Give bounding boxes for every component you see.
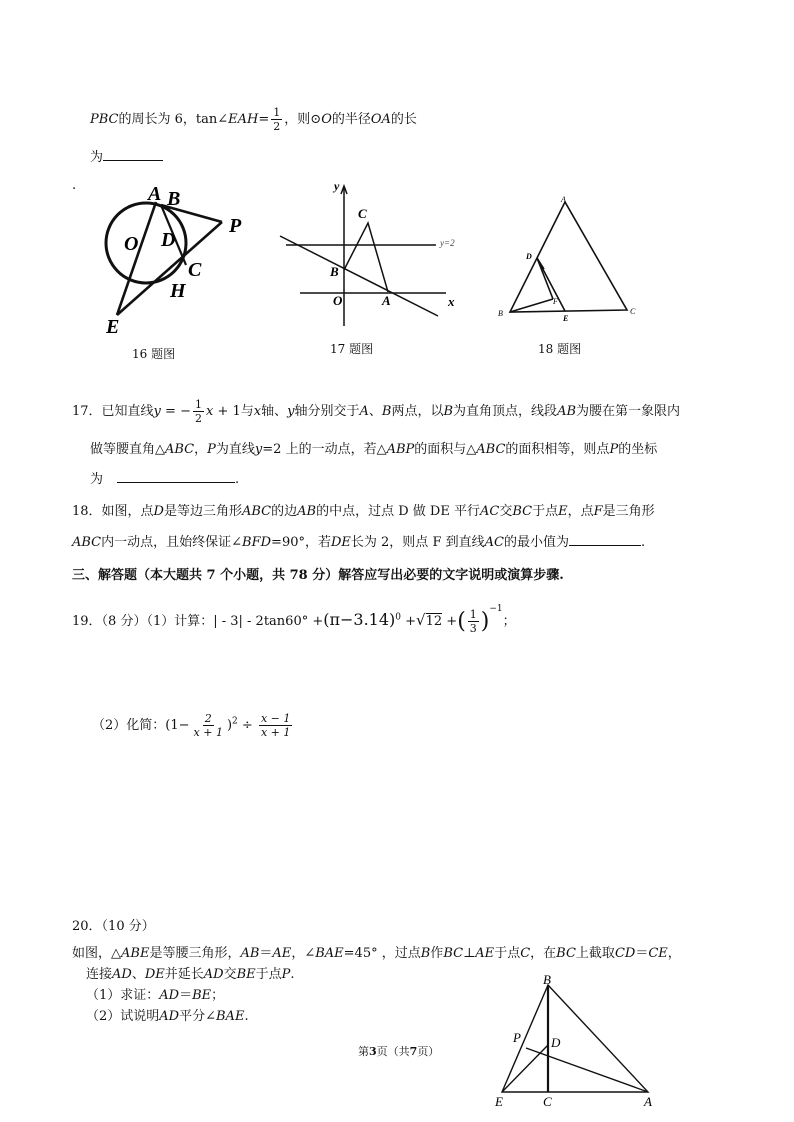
q18-text: AB bbox=[297, 504, 317, 519]
q20-text: ，在 bbox=[530, 946, 557, 961]
q17-text: 的坐标 bbox=[618, 442, 658, 457]
q18-text: 是等边三角形 bbox=[163, 504, 242, 519]
q18-text: . bbox=[640, 535, 646, 550]
q18-text: AC bbox=[479, 504, 500, 519]
q19-fraction bbox=[259, 712, 292, 739]
q18-text: F bbox=[593, 504, 603, 519]
q20-text: BAE bbox=[315, 946, 344, 961]
q20-text: BE bbox=[236, 967, 256, 982]
q18-text: ABC bbox=[72, 535, 102, 550]
answer-blank[interactable] bbox=[569, 533, 641, 546]
q18-text: 的中点，过点 D 做 DE 平行 bbox=[316, 504, 480, 519]
q20-text: （2）试说明 bbox=[86, 1009, 160, 1024]
q20-text: 并延长 bbox=[164, 967, 204, 982]
q20-text: （1）求证： bbox=[86, 988, 160, 1003]
figure-20 bbox=[490, 970, 670, 1110]
frac-den: x + 1 bbox=[193, 726, 223, 739]
q18-line1 bbox=[72, 500, 655, 519]
q17-text: y bbox=[287, 404, 295, 419]
q18-text: ABC bbox=[242, 504, 272, 519]
footer-page: 3 bbox=[369, 1045, 377, 1058]
q16-dot: . bbox=[72, 178, 77, 193]
q20-text: AE bbox=[272, 946, 292, 961]
q17-text: 两点，以 bbox=[391, 404, 444, 419]
q20-text: BE bbox=[192, 988, 212, 1003]
q19-paren: (π−3.14) bbox=[323, 610, 396, 629]
label-x: x bbox=[448, 294, 455, 309]
q16-fraction bbox=[271, 106, 282, 133]
q20-text: ＝ bbox=[635, 946, 649, 961]
section-heading: 三、解答题（本大题共 7 个小题，共 78 分）解答应写出必要的文字说明或演算步骤. bbox=[72, 568, 564, 583]
label-A: A bbox=[148, 183, 162, 205]
answer-blank[interactable] bbox=[103, 148, 163, 161]
label-C: C bbox=[630, 307, 636, 316]
q19-fraction bbox=[468, 608, 479, 635]
q16-text: 的半径 bbox=[331, 112, 371, 127]
footer-text: 页（共 bbox=[376, 1045, 410, 1058]
frac-den: x + 1 bbox=[260, 726, 291, 739]
q20-text: BC bbox=[443, 946, 464, 961]
q18-text: BFD bbox=[242, 535, 272, 550]
q17-fraction bbox=[193, 398, 204, 425]
q18-text: BC bbox=[512, 504, 533, 519]
q17-text: A bbox=[359, 404, 369, 419]
q20-text: 于点 bbox=[494, 946, 521, 961]
q16-text: ，则⊙ bbox=[284, 112, 322, 127]
q19-text: ÷ bbox=[237, 718, 257, 733]
sqrt-icon: √ bbox=[416, 611, 426, 629]
q16-text: OA bbox=[370, 112, 391, 127]
frac-num: x − 1 bbox=[260, 712, 291, 725]
q18-text: 内一动点，且始终保证∠ bbox=[101, 535, 243, 550]
footer-total: 7 bbox=[409, 1045, 418, 1058]
q17-text: =2 上的一动点，若△ bbox=[262, 442, 387, 457]
q20-text: DE bbox=[144, 967, 165, 982]
q17-text: P bbox=[609, 442, 619, 457]
left-paren-icon: ( bbox=[457, 609, 466, 634]
q16-text: 的长 bbox=[390, 112, 417, 127]
label-y: y bbox=[334, 179, 340, 193]
q20-text: ⊥ bbox=[463, 946, 476, 961]
q20-text: B bbox=[420, 946, 431, 961]
q20-text: CD bbox=[614, 946, 636, 961]
q17-text: . bbox=[235, 472, 240, 487]
q20-text: AE bbox=[475, 946, 495, 961]
q20-text: . bbox=[244, 1009, 249, 1024]
q20-text: AD bbox=[112, 967, 132, 982]
q16-text: EAH bbox=[228, 112, 259, 127]
q20-sub2 bbox=[86, 1005, 249, 1024]
caption-18: 18 题图 bbox=[538, 342, 582, 356]
q19-text: ) bbox=[226, 718, 233, 733]
q18-text: 18．如图，点 bbox=[72, 504, 154, 519]
q17-line2 bbox=[90, 438, 657, 457]
q17-text: 为直线 bbox=[215, 442, 255, 457]
q20-text: ABE bbox=[121, 946, 150, 961]
q20-text: BAE bbox=[216, 1009, 245, 1024]
q20-text: CE bbox=[648, 946, 668, 961]
label-y2: y=2 bbox=[440, 238, 455, 248]
q17-text: 的面积相等，则点 bbox=[505, 442, 610, 457]
q19-fraction bbox=[192, 712, 225, 739]
q17-text: 做等腰直角△ bbox=[90, 442, 165, 457]
label-C: C bbox=[358, 206, 367, 221]
figure-18 bbox=[495, 192, 645, 327]
q19-text: + bbox=[442, 614, 458, 629]
frac-num: 1 bbox=[194, 398, 202, 411]
q19-text: + bbox=[401, 614, 417, 629]
q20-text: 是等腰三角形， bbox=[149, 946, 241, 961]
q20-text: C bbox=[520, 946, 531, 961]
q17-text: y bbox=[254, 442, 263, 457]
label-B: B bbox=[543, 972, 551, 987]
q17-text: x bbox=[205, 404, 214, 419]
q20-text: ， bbox=[667, 946, 681, 961]
q18-text: DE bbox=[330, 535, 351, 550]
q18-text: 是三角形 bbox=[602, 504, 655, 519]
q18-line2 bbox=[72, 531, 645, 550]
q18-text: E bbox=[558, 504, 568, 519]
q17-text: + 1 bbox=[213, 404, 241, 419]
label-E: E bbox=[495, 1094, 503, 1109]
q17-text: y bbox=[153, 404, 161, 419]
q20-text: 上截取 bbox=[575, 946, 615, 961]
q17-text: 17．已知直线 bbox=[72, 404, 154, 419]
q17-text: 为直角顶点，线段 bbox=[453, 404, 558, 419]
q20-text: BC bbox=[556, 946, 576, 961]
q19-part1 bbox=[72, 604, 516, 635]
frac-num: 2 bbox=[204, 712, 212, 725]
q20-text: ； bbox=[211, 988, 225, 1003]
label-B: B bbox=[498, 309, 503, 318]
q19-exponent: −1 bbox=[489, 604, 503, 614]
label-A: A bbox=[382, 293, 391, 308]
q20-text: ＝ bbox=[259, 946, 273, 961]
q17-text: x bbox=[253, 404, 262, 419]
q17-text: 为 bbox=[90, 472, 104, 487]
q18-text: AC bbox=[484, 535, 504, 550]
q18-text: D bbox=[153, 504, 164, 519]
q17-text: ABC bbox=[165, 442, 195, 457]
q19-radicand: 12 bbox=[425, 614, 443, 629]
q16-line2 bbox=[90, 146, 163, 165]
q20-text: 作 bbox=[430, 946, 444, 961]
caption-17: 17 题图 bbox=[330, 342, 374, 356]
q18-text: 交 bbox=[499, 504, 513, 519]
q17-text: ABP bbox=[386, 442, 415, 457]
q17-text: ， bbox=[194, 442, 208, 457]
q20-head: 20．（10 分） bbox=[72, 919, 155, 934]
q20-text: AD bbox=[159, 988, 180, 1003]
q20-text: 平分∠ bbox=[179, 1009, 216, 1024]
label-P: P bbox=[513, 1030, 521, 1045]
label-P: P bbox=[229, 215, 242, 237]
q19-text: ； bbox=[502, 614, 516, 629]
q16-text: = bbox=[258, 112, 270, 127]
label-D: D bbox=[551, 1035, 561, 1050]
q17-text: 的面积与△ bbox=[414, 442, 477, 457]
q19-exponent: 0 bbox=[395, 612, 402, 623]
q17-line1 bbox=[72, 398, 680, 425]
label-A: A bbox=[644, 1094, 652, 1109]
figure-17 bbox=[278, 178, 463, 330]
q18-text: =90°，若 bbox=[271, 535, 331, 550]
footer-text: 第 bbox=[358, 1045, 369, 1058]
q18-text: 于点 bbox=[532, 504, 559, 519]
label-H: H bbox=[170, 280, 186, 302]
q19-text: 19．（8 分）（1）计算：| - 3| - 2tan60° + bbox=[72, 614, 324, 629]
q20-text: AB bbox=[240, 946, 260, 961]
q16-text: 的周长为 6，tan∠ bbox=[118, 112, 229, 127]
q19-text: (1− bbox=[165, 718, 190, 733]
q20-text: 于点 bbox=[255, 967, 282, 982]
q18-text: ，点 bbox=[567, 504, 594, 519]
label-B: B bbox=[167, 188, 181, 210]
q20-text: 连接 bbox=[86, 967, 113, 982]
label-B: B bbox=[330, 264, 339, 279]
q17-text: B bbox=[381, 404, 392, 419]
q17-text: = − bbox=[160, 404, 191, 419]
q20-text: P bbox=[281, 967, 291, 982]
q16-line1 bbox=[90, 106, 417, 133]
q18-text: 长为 2，则点 F 到直线 bbox=[350, 535, 485, 550]
q19-text: （2）化简： bbox=[92, 718, 166, 733]
frac-num: 1 bbox=[273, 106, 281, 119]
q17-text: P bbox=[207, 442, 216, 457]
q16-text: 为 bbox=[90, 150, 104, 165]
label-C: C bbox=[543, 1094, 552, 1109]
q17-text: ABC bbox=[476, 442, 506, 457]
q20-text: AD bbox=[159, 1009, 180, 1024]
q17-text: 轴分别交于 bbox=[294, 404, 360, 419]
caption-16: 16 题图 bbox=[132, 347, 176, 361]
q18-text: 的边 bbox=[271, 504, 298, 519]
q17-text: B bbox=[443, 404, 454, 419]
label-O: O bbox=[333, 293, 343, 308]
q16-text: O bbox=[321, 112, 332, 127]
q20-text: =45° ，过点 bbox=[343, 946, 421, 961]
label-O: O bbox=[124, 233, 139, 255]
label-E: E bbox=[106, 316, 120, 338]
q20-line2 bbox=[86, 963, 295, 982]
label-A: A bbox=[561, 195, 566, 204]
q20-text: 交 bbox=[223, 967, 237, 982]
q20-text: 、 bbox=[131, 967, 145, 982]
q17-text: 轴、 bbox=[261, 404, 288, 419]
frac-num: 1 bbox=[469, 608, 477, 621]
label-C: C bbox=[188, 259, 202, 281]
answer-blank[interactable] bbox=[117, 470, 235, 483]
q18-text: 的最小值为 bbox=[503, 535, 569, 550]
label-F: F bbox=[553, 297, 558, 306]
q17-text: 、 bbox=[368, 404, 382, 419]
q17-text: 为腰在第一象限内 bbox=[576, 404, 681, 419]
q20-text: ，∠ bbox=[291, 946, 316, 961]
footer-text: 页） bbox=[417, 1045, 440, 1058]
q20-line1 bbox=[72, 942, 681, 961]
page-footer bbox=[358, 1043, 439, 1059]
q20-text: ＝ bbox=[179, 988, 193, 1003]
label-D: D bbox=[526, 252, 532, 261]
q19-exponent: 2 bbox=[232, 716, 238, 727]
label-E: E bbox=[563, 314, 569, 323]
figure-16 bbox=[100, 180, 260, 340]
q20-sub1 bbox=[86, 984, 224, 1003]
q20-text: AD bbox=[203, 967, 224, 982]
label-D: D bbox=[161, 229, 176, 251]
q17-text: AB bbox=[557, 404, 577, 419]
frac-den: 2 bbox=[194, 412, 202, 425]
q19-part2 bbox=[92, 712, 294, 739]
q17-line3 bbox=[90, 468, 239, 487]
frac-den: 2 bbox=[273, 120, 281, 133]
frac-den: 3 bbox=[469, 622, 477, 635]
right-paren-icon: ) bbox=[480, 609, 490, 634]
q17-text: 与 bbox=[240, 404, 254, 419]
q20-text: 如图，△ bbox=[72, 946, 121, 961]
q16-text: PBC bbox=[90, 112, 119, 127]
q20-text: . bbox=[290, 967, 295, 982]
